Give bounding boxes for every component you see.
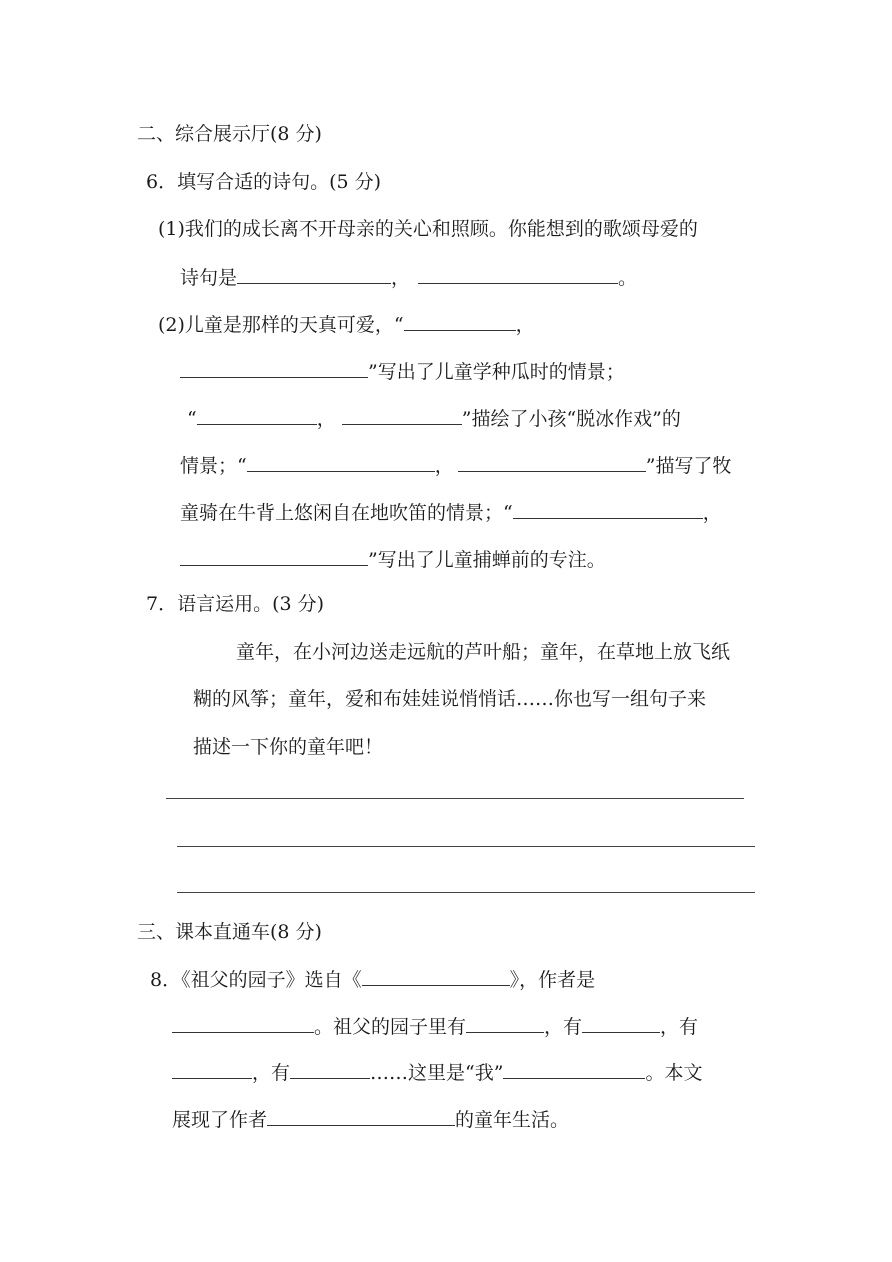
q8-line1-text: 》，作者是 (509, 969, 596, 991)
answer-blank[interactable] (172, 1012, 314, 1033)
q8-line3-post: 。本文 (645, 1062, 703, 1084)
answer-blank[interactable] (342, 404, 462, 425)
q6-p1-prefix: 诗句是 (180, 267, 238, 289)
q8-line1-prefix: 8．《祖父的园子》选自《 (150, 969, 362, 991)
answer-blank[interactable] (247, 451, 435, 472)
comma: ， (316, 408, 336, 430)
q6-p2-line5 (180, 498, 722, 527)
q8-you: ，有 (660, 1016, 699, 1038)
writing-line[interactable] (177, 846, 755, 847)
q8-line1 (150, 965, 595, 994)
q7-line2: 糊的风筝；童年，爱和布娃娃说悄悄话……你也写一组句子来 (193, 688, 707, 710)
q8-you: ，有 (544, 1016, 583, 1038)
q6-p2-line1 (158, 310, 535, 339)
answer-blank[interactable] (362, 965, 510, 986)
section-2-heading: 二、综合展示厅(8 分) (137, 123, 322, 145)
q6-p2-line4-prefix: 情景；“ (180, 455, 247, 477)
answer-blank[interactable] (172, 1058, 252, 1079)
comma: ， (702, 502, 722, 524)
answer-blank[interactable] (197, 404, 317, 425)
comma: ， (391, 267, 411, 289)
q8-line2-text: 。祖父的园子里有 (314, 1016, 467, 1038)
answer-blank[interactable] (503, 1058, 645, 1079)
writing-line[interactable] (166, 798, 744, 799)
q8-line2 (172, 1012, 698, 1041)
open-quote: “ (187, 408, 197, 430)
q8-line4 (172, 1105, 569, 1134)
writing-line[interactable] (177, 892, 755, 893)
q6-p1-line1: (1)我们的成长离不开母亲的关心和照顾。你能想到的歌颂母爱的 (158, 218, 698, 240)
q6-p2-line5-text: 童骑在牛背上悠闲自在地吹笛的情景；“ (180, 502, 513, 524)
answer-blank[interactable] (466, 1012, 544, 1033)
section-3-heading: 三、课本直通车(8 分) (137, 921, 322, 943)
q6-p2-prefix: (2)儿童是那样的天真可爱，“ (158, 314, 404, 336)
q6-p2-line4 (180, 451, 731, 480)
q6-p1-line2 (180, 263, 637, 292)
q6-p2-line2 (180, 357, 625, 386)
answer-blank[interactable] (458, 451, 646, 472)
q8-you: ，有 (252, 1062, 291, 1084)
comma: ， (434, 455, 454, 477)
q8-line4-text: 的童年生活。 (455, 1109, 570, 1131)
period: 。 (618, 267, 638, 289)
answer-blank[interactable] (180, 357, 368, 378)
answer-blank[interactable] (418, 263, 618, 284)
answer-blank[interactable] (513, 498, 703, 519)
answer-blank[interactable] (267, 1105, 455, 1126)
q7-title: 7．语言运用。(3 分) (146, 593, 325, 615)
comma: ， (515, 314, 535, 336)
q8-line4-prefix: 展现了作者 (172, 1109, 268, 1131)
q6-title: 6．填写合适的诗句。(5 分) (146, 171, 382, 193)
answer-blank[interactable] (290, 1058, 370, 1079)
q7-line1: 童年，在小河边送走远航的芦叶船；童年，在草地上放飞纸 (236, 641, 731, 663)
q6-p2-line3 (187, 404, 681, 433)
answer-blank[interactable] (404, 310, 516, 331)
answer-blank[interactable] (237, 263, 391, 284)
q6-p2-line6 (180, 545, 606, 574)
q6-p2-line3-text: ”描绘了小孩“脱冰作戏”的 (461, 408, 681, 430)
answer-blank[interactable] (180, 545, 368, 566)
q8-line3 (172, 1058, 702, 1087)
q6-p2-line2-text: ”写出了儿童学种瓜时的情景； (368, 361, 625, 383)
q6-p2-line4-text: ”描写了牧 (645, 455, 732, 477)
q6-p2-line6-text: ”写出了儿童捕蝉前的专注。 (368, 549, 606, 571)
answer-blank[interactable] (582, 1012, 660, 1033)
q7-line3: 描述一下你的童年吧！ (193, 736, 384, 758)
q8-line3-text: ……这里是“我” (370, 1062, 504, 1084)
